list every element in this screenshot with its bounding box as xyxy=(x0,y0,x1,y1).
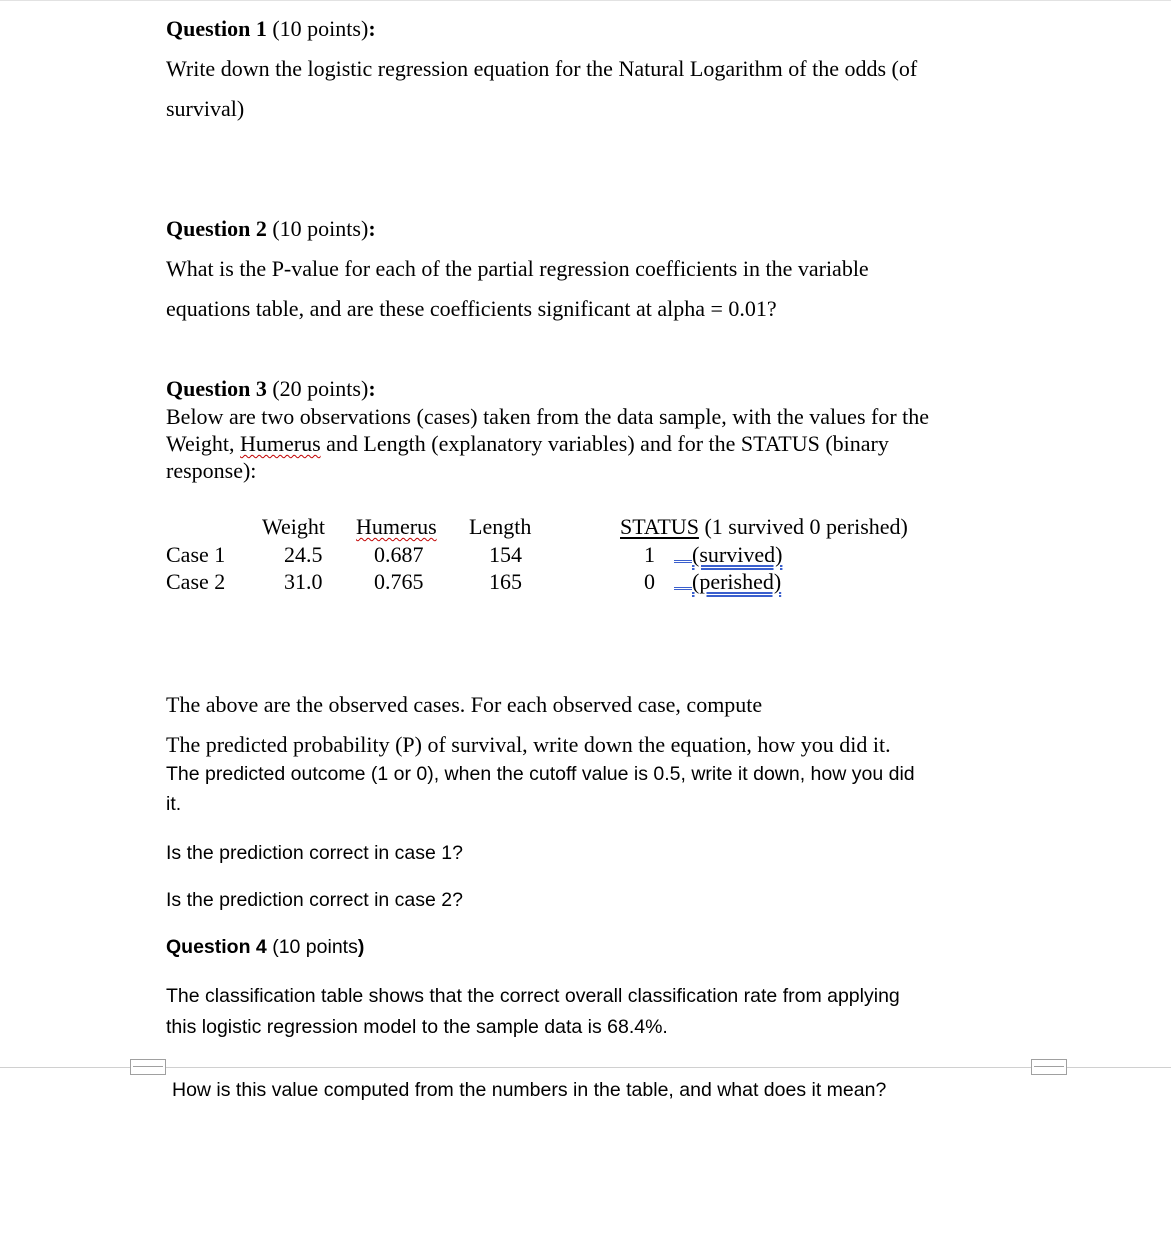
row2-status-text xyxy=(674,569,781,595)
q2-points: (10 points) xyxy=(272,216,369,241)
row1-length: 154 xyxy=(489,542,522,567)
page-break-line xyxy=(0,1067,1171,1068)
q2-title-label: Question 2 xyxy=(166,216,267,241)
header-humerus: Humerus xyxy=(356,514,437,539)
q2-line2: equations table, and are these coefficients significant at alpha = 0.01? xyxy=(166,296,777,321)
row1-label: Case 1 xyxy=(166,542,226,567)
q2-line1: What is the P-value for each of the partial regression coefficients in the variable xyxy=(166,256,869,281)
q3-intro-line1: Below are two observations (cases) taken from the data sample, with the values for the xyxy=(166,404,930,429)
row1-humerus: 0.687 xyxy=(374,542,424,567)
q3-intro-line2 xyxy=(166,431,889,457)
q1-line1: Write down the logistic regression equation for the Natural Logarithm of the odds (of xyxy=(166,56,918,81)
q3-predicted-outcome-line1: The predicted outcome (1 or 0), when the cutoff value is 0.5, write it down, how you did xyxy=(166,763,915,785)
q1-title xyxy=(166,16,376,42)
q3-intro-humerus: Humerus xyxy=(240,431,321,456)
row2-humerus: 0.765 xyxy=(374,569,424,594)
q4-line2: this logistic regression model to the sample data is 68.4%. xyxy=(166,1016,668,1038)
row1-status-label: (survived) xyxy=(692,542,783,567)
q3-case1-question: Is the prediction correct in case 1? xyxy=(166,842,463,864)
q3-colon: : xyxy=(368,376,376,401)
q3-intro-weight: Weight, xyxy=(166,431,240,456)
q4-title-label: Question 4 xyxy=(166,936,267,958)
row2-status-label: (perished) xyxy=(692,569,782,594)
row2-weight: 31.0 xyxy=(284,569,323,594)
header-length: Length xyxy=(469,514,532,539)
row2-status: 0 xyxy=(644,569,655,594)
header-status xyxy=(620,514,908,540)
q3-title-label: Question 3 xyxy=(166,376,267,401)
q3-observed: The above are the observed cases. For each observed case, compute xyxy=(166,692,763,717)
q1-colon: : xyxy=(368,16,376,41)
q3-intro-line3: response): xyxy=(166,458,257,483)
q4-next-page-line: How is this value computed from the numbers in the table, and what does it mean? xyxy=(172,1079,887,1101)
row1-weight: 24.5 xyxy=(284,542,323,567)
q4-close: ) xyxy=(357,936,365,958)
page-top-border xyxy=(0,0,1171,1)
row1-status-marker xyxy=(674,542,692,563)
row2-status-marker xyxy=(674,569,692,590)
q4-line1: The classification table shows that the correct overall classification rate from applying xyxy=(166,985,900,1007)
header-status-word: STATUS xyxy=(620,514,699,539)
q4-title xyxy=(166,936,364,959)
q4-points: (10 points xyxy=(272,936,358,958)
header-status-rest: (1 survived 0 perished) xyxy=(698,514,908,539)
right-margin-marker xyxy=(1031,1059,1067,1075)
left-margin-marker xyxy=(130,1059,166,1075)
q1-title-label: Question 1 xyxy=(166,16,267,41)
row2-label: Case 2 xyxy=(166,569,226,594)
q3-points: (20 points) xyxy=(272,376,369,401)
q2-title xyxy=(166,216,376,242)
q2-colon: : xyxy=(368,216,376,241)
q3-predicted-p: The predicted probability (P) of survival, write down the equation, how you did it. xyxy=(166,732,891,757)
row1-status-text xyxy=(674,542,782,568)
q1-line2: survival) xyxy=(166,96,245,121)
q3-title xyxy=(166,376,376,402)
row2-length: 165 xyxy=(489,569,522,594)
header-weight: Weight xyxy=(262,514,325,539)
q3-predicted-outcome-line2: it. xyxy=(166,793,182,815)
q3-intro-rest: and Length (explanatory variables) and for the STATUS (binary xyxy=(320,431,889,456)
q3-case2-question: Is the prediction correct in case 2? xyxy=(166,889,463,911)
q1-points: (10 points) xyxy=(272,16,369,41)
row1-status: 1 xyxy=(644,542,655,567)
